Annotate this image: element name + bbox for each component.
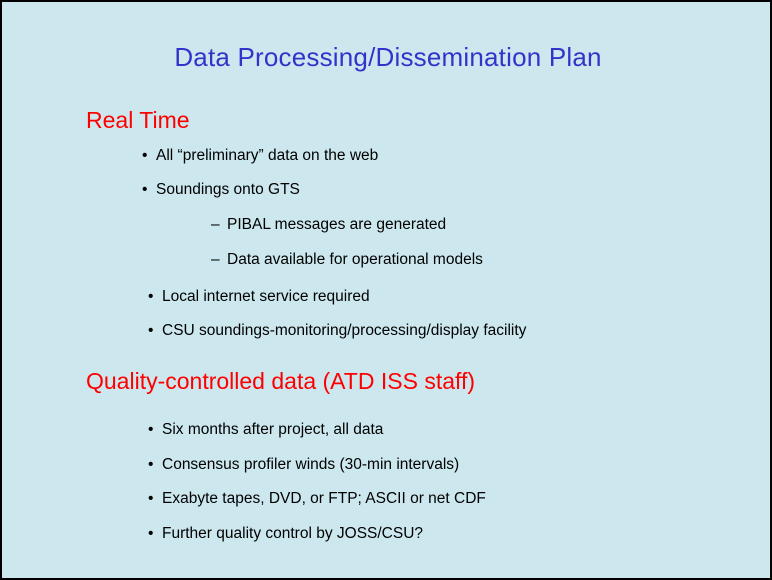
list-item — [148, 456, 459, 474]
bullet-marker-icon: • — [148, 456, 154, 473]
list-item — [148, 525, 423, 543]
list-item-label: CSU soundings-monitoring/processing/display facility — [162, 322, 527, 339]
list-item-label: PIBAL messages are generated — [227, 216, 447, 233]
list-item — [211, 216, 446, 234]
list-item-label: Six months after project, all data — [162, 421, 384, 438]
list-item — [148, 421, 383, 439]
list-item-label: All “preliminary” data on the web — [156, 147, 379, 164]
list-item — [142, 147, 378, 165]
list-item — [142, 181, 300, 199]
list-item-label: Further quality control by JOSS/CSU? — [162, 525, 424, 542]
bullet-marker-icon: • — [148, 322, 154, 339]
list-item — [148, 322, 526, 340]
list-item-label: Local internet service required — [162, 288, 370, 305]
list-item — [148, 288, 370, 306]
list-item-label: Exabyte tapes, DVD, or FTP; ASCII or net CDF — [162, 490, 486, 507]
page-title: Data Processing/Dissemination Plan — [174, 42, 602, 72]
list-item-label: Soundings onto GTS — [156, 181, 300, 198]
bullet-marker-icon: • — [142, 181, 148, 198]
bullet-marker-icon: • — [148, 421, 154, 438]
list-item — [211, 251, 483, 269]
bullet-marker-icon: • — [148, 525, 154, 542]
bullet-marker-icon: • — [148, 490, 154, 507]
bullet-marker-icon: • — [148, 288, 154, 305]
list-item-label: Consensus profiler winds (30-min intervals) — [162, 456, 460, 473]
bullet-marker-icon: • — [142, 147, 148, 164]
list-item-label: Data available for operational models — [227, 251, 483, 268]
section-heading-real-time: Real Time — [86, 107, 190, 133]
list-item — [148, 490, 486, 508]
dash-marker-icon: – — [211, 251, 220, 268]
section-heading-quality-controlled: Quality-controlled data (ATD ISS staff) — [86, 368, 476, 394]
dash-marker-icon: – — [211, 216, 220, 233]
